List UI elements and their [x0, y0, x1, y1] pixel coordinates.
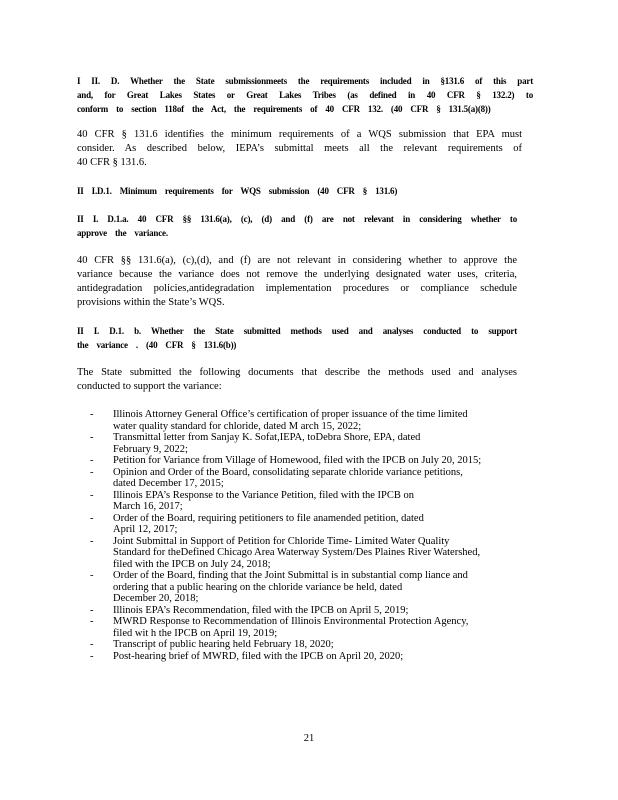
section-heading-iii-d1: [77, 184, 462, 198]
section-heading-iii-d1b: [77, 324, 517, 352]
list-item: [90, 467, 540, 490]
list-bullet: -: [90, 604, 94, 616]
list-item-line: Order of the Board, finding that the Joint Submittal is in substantial comp liance and: [113, 570, 468, 581]
list-item: [90, 570, 540, 605]
list-item-line: Illinois Attorney General Office’s certification of proper issuance of the time limited: [113, 409, 468, 420]
paragraph-line: consider. As described below, IEPA’s submittal meets all the relevant requirements of: [77, 143, 522, 154]
list-item-line: Standard for theDefined Chicago Area Waterway System/Des Plaines River Watershed,: [113, 547, 481, 558]
list-item-line: Transcript of public hearing held February 18, 2020;: [113, 639, 334, 650]
list-item-line: Illinois EPA’s Response to the Variance Petition, filed with the IPCB on: [113, 489, 414, 501]
paragraph-line: 40 CFR § 131.6 identifies the minimum requirements of a WQS submission that EPA must: [77, 129, 522, 140]
heading-line: I II. D. Whether the State submissionmeets the requirements included in §131.6 of this part: [77, 76, 533, 86]
list-bullet: -: [90, 489, 94, 501]
paragraph-line: antidegradation policies,antidegradation implementation procedures or compliance schedule: [77, 283, 517, 294]
list-item: [90, 432, 540, 455]
list-bullet: -: [90, 616, 94, 627]
list-item: [90, 490, 540, 513]
list-bullet: -: [90, 409, 94, 420]
paragraph-line: 40 CFR §§ 131.6(a), (c),(d), and (f) are not relevant in considering whether to approve the: [77, 255, 517, 266]
heading-line: the variance . (40 CFR § 131.6(b)): [77, 340, 237, 350]
list-item: [90, 651, 540, 663]
list-item: [90, 536, 540, 571]
list-bullet: -: [90, 455, 94, 466]
heading-line: II I.D.1. Minimum requirements for WQS submission (40 CFR § 131.6): [77, 186, 398, 196]
list-item: [90, 605, 540, 617]
paragraph-line: provisions within the State’s WQS.: [77, 297, 225, 308]
list-item-line: dated December 17, 2015;: [113, 478, 224, 489]
heading-line: II I. D.1.a. 40 CFR §§ 131.6(a), (c), (d) and (f) are not relevant in considering whether to: [77, 214, 517, 224]
list-item-line: Transmittal letter from Sanjay K. Sofat,IEPA, toDebra Shore, EPA, dated: [113, 432, 421, 443]
heading-line: conform to section 118of the Act, the requirements of 40 CFR 132. (40 CFR § 131.5(a)(8)): [77, 104, 491, 114]
paragraph-min-requirements: [77, 128, 522, 170]
list-item-line: March 16, 2017;: [113, 501, 183, 512]
paragraph-not-relevant: [77, 254, 517, 310]
heading-line: II I. D.1. b. Whether the State submitted methods used and analyses conducted to support: [77, 326, 517, 336]
list-item-line: ordering that a public hearing on the chloride variance be held, dated: [113, 581, 403, 593]
list-item: [90, 409, 540, 432]
list-item-line: filed with the IPCB on July 24, 2018;: [113, 558, 271, 570]
list-bullet: -: [90, 535, 94, 547]
list-item-line: Opinion and Order of the Board, consolidating separate chloride variance petitions,: [113, 466, 463, 478]
list-bullet: -: [90, 650, 94, 662]
list-item-line: Illinois EPA’s Recommendation, filed with the IPCB on April 5, 2019;: [113, 604, 409, 616]
paragraph-line: The State submitted the following documents that describe the methods used and analyses: [77, 367, 517, 378]
heading-line: and, for Great Lakes States or Great Lakes Tribes (as defined in 40 CFR § 132.2) to: [77, 90, 533, 100]
list-bullet: -: [90, 512, 94, 524]
list-item-line: December 20, 2018;: [113, 593, 199, 604]
list-item: [90, 513, 540, 536]
list-bullet: -: [90, 639, 94, 650]
section-heading-iii-d1a: [77, 212, 517, 240]
list-item-line: Post-hearing brief of MWRD, filed with the IPCB on April 20, 2020;: [113, 650, 404, 662]
list-item-line: Joint Submittal in Support of Petition for Chloride Time- Limited Water Quality: [113, 535, 450, 547]
documents-list: [90, 409, 540, 662]
paragraph-documents-intro: [77, 366, 517, 394]
paragraph-line: 40 CFR § 131.6.: [77, 157, 147, 168]
heading-line: approve the variance.: [77, 228, 168, 238]
list-item-line: Order of the Board, requiring petitioners to file anamended petition, dated: [113, 512, 424, 524]
page-number: 21: [303, 733, 315, 744]
list-bullet: -: [90, 432, 94, 443]
paragraph-line: conducted to support the variance:: [77, 381, 222, 392]
list-item-line: Petition for Variance from Village of Homewood, filed with the IPCB on July 20, 2015;: [113, 455, 482, 466]
list-item-line: April 12, 2017;: [113, 524, 178, 535]
paragraph-line: variance because the variance does not remove the underlying designated water uses, criteria,: [77, 269, 517, 280]
list-item-line: February 9, 2022;: [113, 443, 188, 455]
list-item-line: water quality standard for chloride, dated M arch 15, 2022;: [113, 420, 362, 432]
list-bullet: -: [90, 466, 94, 478]
list-item: [90, 616, 540, 639]
section-heading-iii-d: [77, 74, 533, 116]
list-item: [90, 639, 540, 651]
list-item-line: MWRD Response to Recommendation of Illinois Environmental Protection Agency,: [113, 616, 469, 627]
list-bullet: -: [90, 570, 94, 581]
list-item: [90, 455, 540, 467]
list-item-line: filed wit h the IPCB on April 19, 2019;: [113, 627, 278, 639]
